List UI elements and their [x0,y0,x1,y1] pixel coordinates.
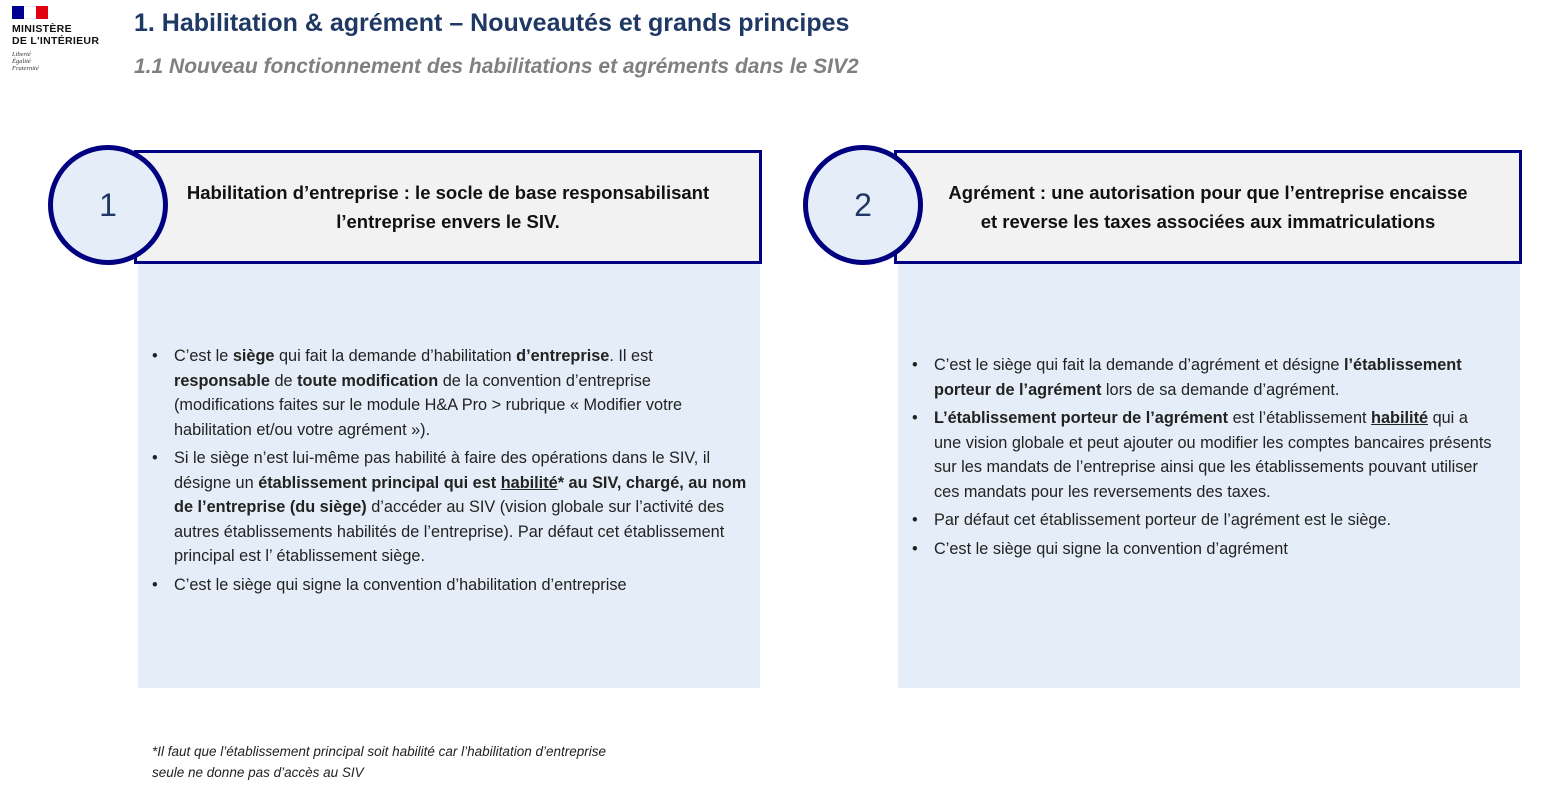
logo-line1: MINISTÈRE [12,23,72,35]
list-item: • C’est le siège qui fait la demande d’habilitation d’entreprise. Il est responsable de toute modification de la convention d’entreprise (modifications faites sur le module H&A Pro > rubrique « Modifier votre habilitation et/ou votre agrément »). [148,344,748,442]
panel1-bullet-list [148,344,748,601]
motto-egalite: Égalité [12,58,31,65]
panel1-header-line2: l’entreprise envers le SIV. [336,211,560,232]
footnote-line2: seule ne donne pas d’accès au SIV [152,765,364,780]
panel1-header [134,150,762,264]
panel2-header-line2: et reverse les taxes associées aux immatriculations [980,211,1436,232]
page-title: 1. Habilitation & agrément – Nouveautés et grands principes [134,9,850,37]
panel1-header-line1: Habilitation d’entreprise : le socle de base responsabilisant [186,182,710,203]
list-item: • L’établissement porteur de l’agrément est l’établissement habilité qui a une vision globale et peut ajouter ou modifier les comptes bancaires présents sur les mandats de l’entreprise ainsi que les établissements pouvant utiliser ces mandats pour les reversements des taxes. [908,406,1498,504]
footnote-line1: *Il faut que l’établissement principal soit habilité car l’habilitation d’entreprise [152,744,606,759]
french-flag-icon [12,6,48,19]
panel2-header [894,150,1522,264]
motto-fraternite: Fraternité [12,65,39,72]
panel2-bullet-list [908,353,1498,565]
list-item: • Par défaut cet établissement porteur de l’agrément est le siège. [908,508,1498,533]
list-item: • C’est le siège qui signe la convention d’habilitation d’entreprise [148,573,748,598]
panel1-number-badge: 1 [48,145,168,265]
ministry-logo [12,6,122,72]
list-item: • Si le siège n’est lui-même pas habilité à faire des opérations dans le SIV, il désigne un établissement principal qui est habilité* au SIV, chargé, au nom de l’entreprise (du siège) d’accéder au SIV (vision globale sur l’activité des autres établissements habilités de l’entreprise). Par défaut cet établissement principal est l’ établissement siège. [148,446,748,569]
page-subtitle: 1.1 Nouveau fonctionnement des habilitations et agréments dans le SIV2 [134,55,859,78]
logo-motto [12,51,122,72]
panel2-header-line1: Agrément : une autorisation pour que l’entreprise encaisse [948,182,1468,203]
footnote [152,741,606,783]
panel2-number-badge: 2 [803,145,923,265]
list-item: • C’est le siège qui signe la convention d’agrément [908,537,1498,562]
list-item: • C’est le siège qui fait la demande d’agrément et désigne l’établissement porteur de l’agrément lors de sa demande d’agrément. [908,353,1498,402]
motto-liberte: Liberté [12,51,31,58]
logo-line2: DE L'INTÉRIEUR [12,35,100,47]
